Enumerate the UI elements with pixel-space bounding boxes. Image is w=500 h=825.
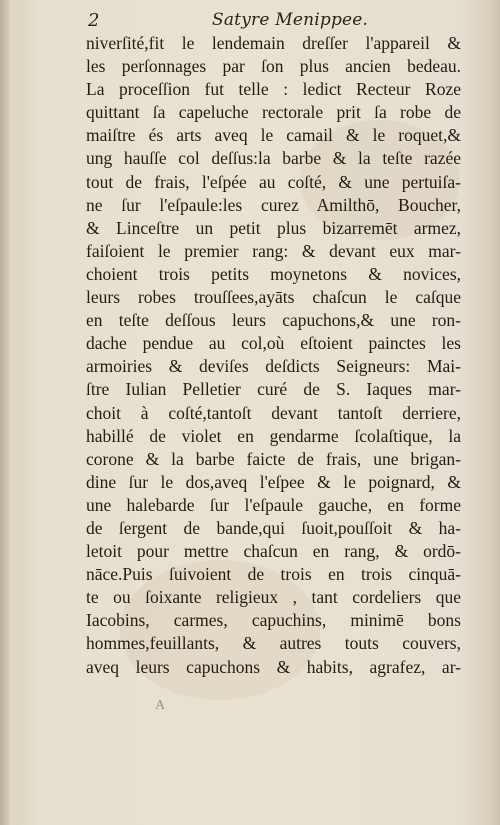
text-line: maiſtre és arts aveq le camail & le roquet,& [86, 125, 461, 146]
text-line: aveq leurs capuchons & habits, agrafez, ar- [86, 656, 461, 677]
catchword: A [155, 698, 166, 713]
text-line: Iacobins, carmes, capuchins, minimē bons [86, 610, 461, 631]
text-line: ne ſur l'eſpaule:les curez Amilthō, Boucher, [86, 194, 461, 215]
text-line: & Linceſtre un petit plus bizarremēt armez, [86, 217, 461, 238]
running-title: Satyre Menippee. [212, 10, 369, 30]
text-line: letoit pour mettre chaſcun en rang, & ordō- [86, 541, 461, 562]
text-line: dache pendue au col,où eſtoient painctes les [86, 333, 461, 354]
text-line: en teſte deſſous leurs capuchons,& une ron- [86, 310, 461, 331]
text-line: leurs robes trouſſees,ayāts chaſcun le caſque [86, 287, 461, 308]
text-line: armoiries & deviſes deſdicts Seigneurs: Mai- [86, 356, 461, 377]
text-line: les perſonnages par ſon plus ancien bedeau. [86, 56, 461, 77]
text-line: habillé de violet en gendarme ſcolaſtique, la [86, 425, 461, 446]
text-line: dine ſur le dos,aveq l'eſpee & le poignard, & [86, 471, 461, 492]
text-line: corone & la barbe faicte de frais, une brigan- [86, 448, 461, 469]
text-line: nāce.Puis ſuivoient de trois en trois cinquā- [86, 564, 461, 585]
text-line: choient trois petits moynetons & novices, [86, 263, 461, 284]
text-line: quittant ſa capeluche rectorale prit ſa robe de [86, 102, 461, 123]
page-number: 2 [88, 10, 100, 31]
text-line: faiſoient le premier rang: & devant eux mar- [86, 240, 461, 261]
text-line: tout de frais, l'eſpée au coſté, & une pertuiſa- [86, 171, 461, 192]
text-line: une halebarde ſur l'eſpaule gauche, en forme [86, 494, 461, 515]
text-line: hommes,feuillants, & autres touts couvers, [86, 633, 461, 654]
text-line: ung hauſſe col deſſus:la barbe & la teſte razée [86, 148, 461, 169]
text-line: choit à coſté,tantoſt devant tantoſt derriere, [86, 402, 461, 423]
body-text [86, 32, 461, 679]
text-line: niverſité,fit le lendemain dreſſer l'appareil & [86, 33, 461, 53]
page-gutter [0, 0, 9, 825]
text-line: La proceſſion fut telle : ledict Recteur Roze [86, 79, 461, 100]
text-line: de ſergent de bande,qui ſuoit,pouſſoit & ha- [86, 517, 461, 538]
text-line: te ou ſoixante religieux , tant cordeliers que [86, 587, 461, 608]
text-line: ſtre Iulian Pelletier curé de S. Iaques mar- [86, 379, 461, 400]
